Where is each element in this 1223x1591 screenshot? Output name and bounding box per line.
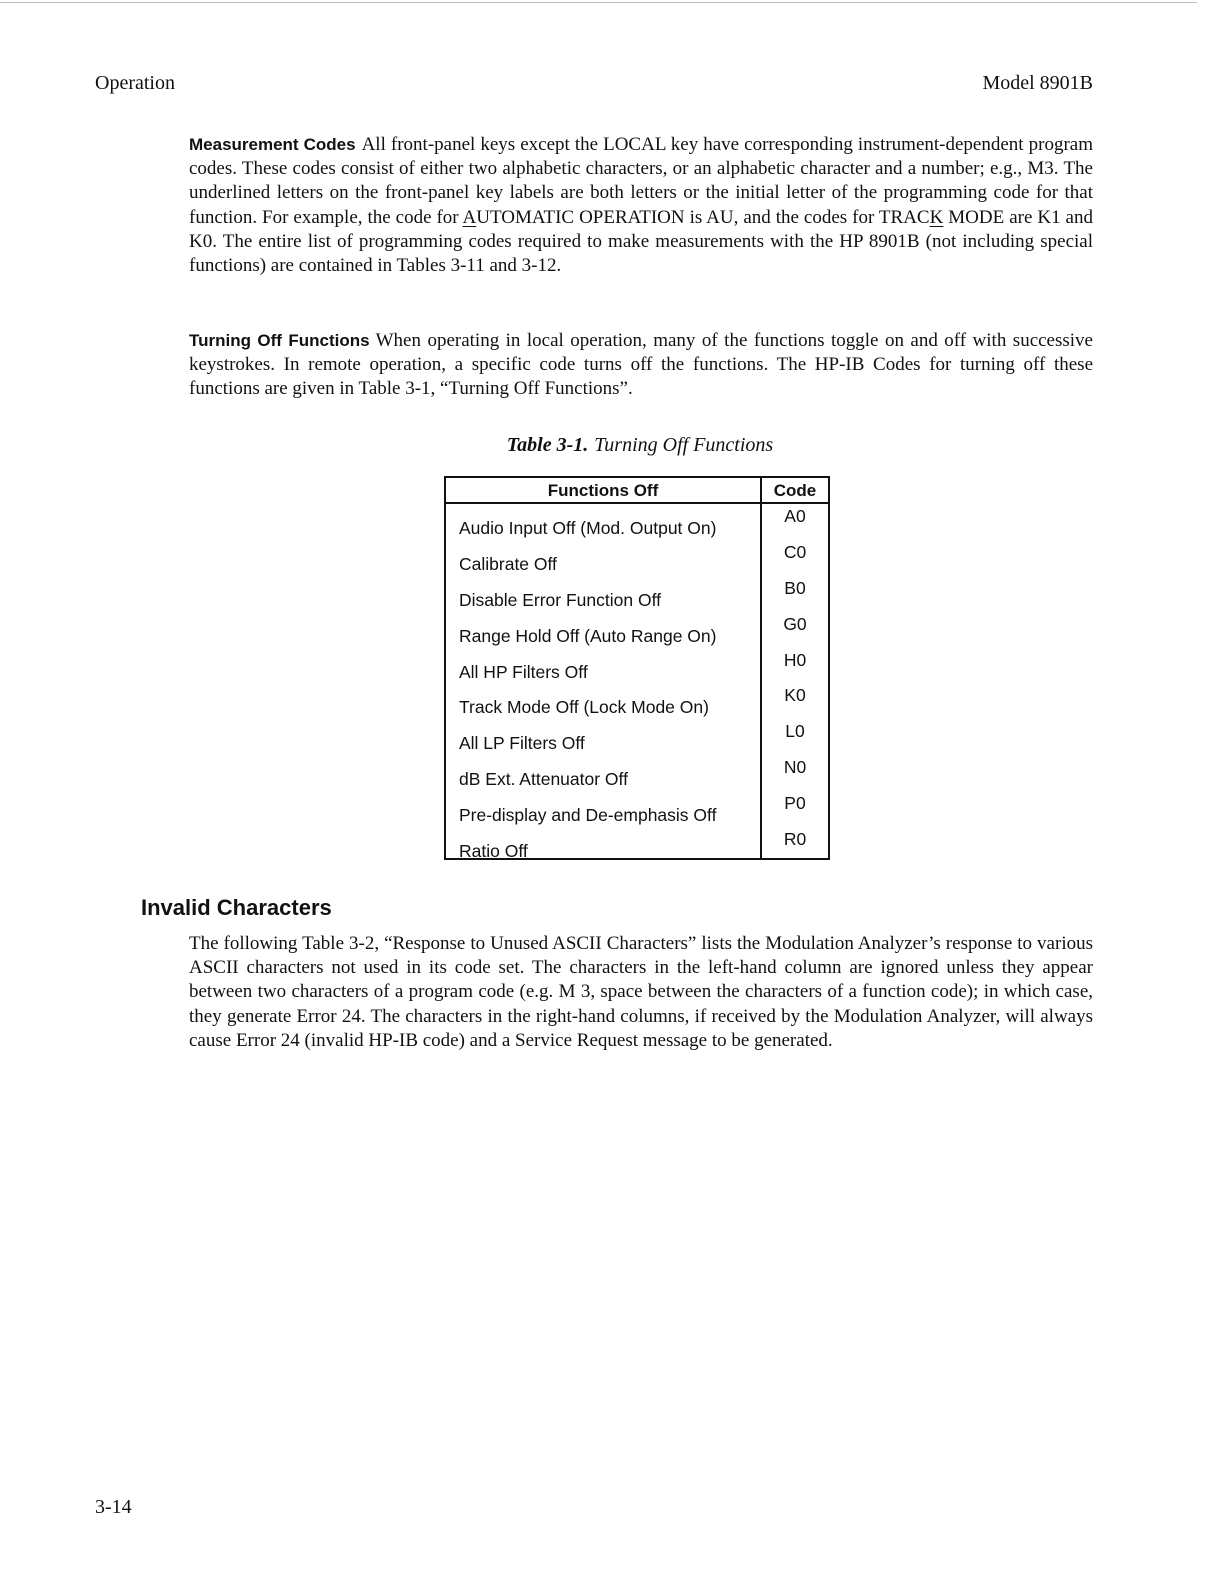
measurement-codes-text-2: UTOMATIC OPERATION is AU, and the codes for TRAC xyxy=(476,206,930,228)
code-cell: G0 xyxy=(783,613,807,634)
top-rule xyxy=(0,2,1197,3)
function-cell: dB Ext. Attenuator Off xyxy=(459,769,628,790)
function-cell: Ratio Off xyxy=(459,841,528,862)
code-cell: N0 xyxy=(783,757,807,778)
table-row xyxy=(446,648,828,684)
function-cell: Audio Input Off (Mod. Output On) xyxy=(459,518,717,538)
code-cell: P0 xyxy=(784,793,806,814)
turning-off-heading: Turning Off Functions xyxy=(189,331,370,350)
table-row xyxy=(446,683,828,719)
table-row xyxy=(446,540,828,576)
code-cell: L0 xyxy=(785,721,805,742)
running-header-right: Model 8901B xyxy=(982,72,1093,94)
column-header-code: Code xyxy=(773,481,817,500)
code-cell: C0 xyxy=(783,541,807,562)
invalid-characters-paragraph: The following Table 3-2, “Response to Unused ASCII Characters” lists the Modulation Analyzer’s response to various ASCII characters not used in its code set. The characters in the left-hand column are ignored unless they appear between two characters of a program code (e.g. M 3, space between the characters of a function code); in which case, they generate Error 24. The characters in the right-hand columns, if received by the Modulation Analyzer, will always cause Error 24 (invalid HP-IB code) and a Service Request message to be generated. xyxy=(189,933,1093,1051)
table-row xyxy=(446,827,828,863)
code-cell: H0 xyxy=(783,649,807,670)
measurement-codes-paragraph xyxy=(189,133,1093,278)
table-caption-number: Table 3-1. xyxy=(506,434,589,456)
invalid-characters-heading: Invalid Characters xyxy=(141,895,332,920)
function-cell: All HP Filters Off xyxy=(459,661,588,682)
turning-off-functions-table xyxy=(444,476,830,860)
code-cell: A0 xyxy=(784,506,806,526)
underlined-letter-a: A xyxy=(462,206,477,228)
table-caption xyxy=(0,434,1223,457)
table-row xyxy=(446,719,828,755)
turning-off-paragraph xyxy=(189,329,1093,402)
measurement-codes-heading: Measurement Codes xyxy=(189,135,356,154)
function-cell: Pre-display and De-emphasis Off xyxy=(459,805,717,826)
measurement-codes-text-1: All front-panel keys except the LOCAL key have corresponding instrument-dependent program codes. These codes consist of either two alphabetic characters, or an alphabetic character and a number; e.g., M3. The underlined letters on the front-panel key labels are both letters or the initial letter of the programming code for that function. For example, the code for xyxy=(189,134,1093,228)
table-row xyxy=(446,576,828,612)
measurement-codes-text-3: MODE are K1 and K0. The entire list of programming codes required to make measurements with the HP 8901B (not including special functions) are contained in Tables 3-11 and 3-12. xyxy=(189,206,1093,277)
code-cell: K0 xyxy=(784,685,806,706)
running-header-left: Operation xyxy=(95,72,175,94)
function-cell: Track Mode Off (Lock Mode On) xyxy=(459,697,709,718)
function-cell: Range Hold Off (Auto Range On) xyxy=(459,625,717,646)
column-header-functions: Functions Off xyxy=(547,481,659,500)
underlined-letter-k: K xyxy=(929,206,944,228)
function-cell: Calibrate Off xyxy=(459,553,557,574)
table-row xyxy=(446,791,828,827)
turning-off-text: When operating in local operation, many of the functions toggle on and off with successive keystrokes. In remote operation, a specific code turns off the functions. The HP-IB Codes for turning off these functions are given in Table 3-1, “Turning Off Functions”. xyxy=(189,330,1093,400)
function-cell: All LP Filters Off xyxy=(459,733,585,754)
table-row xyxy=(446,504,828,540)
table-row xyxy=(446,612,828,648)
function-cell: Disable Error Function Off xyxy=(459,589,661,610)
table-row xyxy=(446,755,828,791)
table-body xyxy=(446,504,828,863)
page-number: 3-14 xyxy=(95,1496,132,1518)
table-caption-title: Turning Off Functions xyxy=(594,434,774,456)
code-cell: R0 xyxy=(783,829,807,850)
code-cell: B0 xyxy=(784,577,806,598)
